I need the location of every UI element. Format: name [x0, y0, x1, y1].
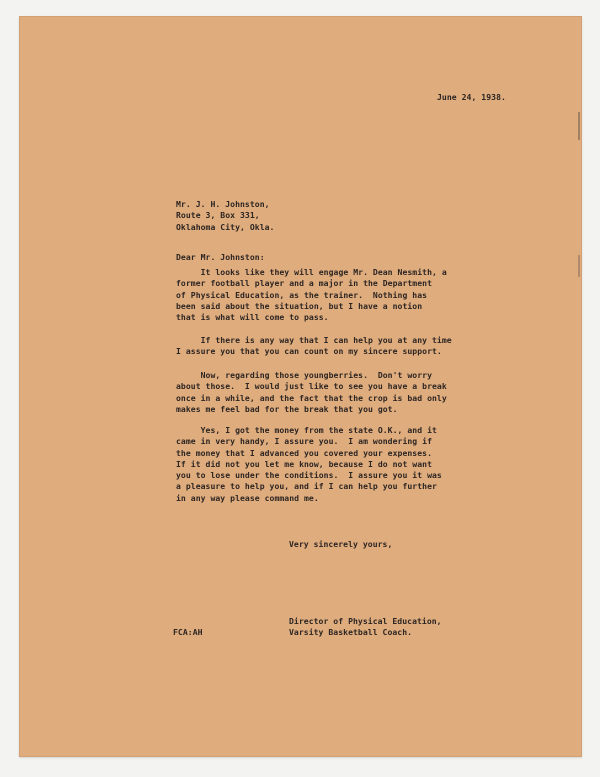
closing: Very sincerely yours,	[289, 539, 393, 549]
body-line: Now, regarding those youngberries. Don't worry	[176, 370, 432, 380]
body-line: It looks like they will engage Mr. Dean Nesmith, a	[176, 267, 447, 277]
body-line: once in a while, and the fact that the crop is bad only	[176, 392, 447, 403]
address-line: Mr. J. H. Johnston,	[176, 199, 270, 209]
body-line: of Physical Education, as the trainer. Nothing has	[176, 289, 428, 300]
body-line: a pleasure to help you, and if I can help you further	[176, 481, 437, 492]
body-line: that is what will come to pass.	[176, 312, 329, 323]
paragraph-youngberries	[176, 370, 447, 415]
letter-date: June 24, 1938.	[437, 92, 506, 102]
body-line: If there is any way that I can help you at any time	[176, 335, 452, 345]
address-line: Oklahoma City, Okla.	[176, 221, 275, 232]
body-line: former football player and a major in the Department	[176, 278, 432, 289]
body-line: been said about the situation, but I have a notion	[176, 300, 423, 311]
address-line: Route 3, Box 331,	[176, 210, 260, 221]
paragraph-trainer	[176, 267, 447, 323]
signature-block	[289, 616, 442, 639]
recipient-address	[176, 199, 274, 233]
typist-initials: FCA:AH	[173, 627, 203, 637]
salutation: Dear Mr. Johnston:	[176, 252, 265, 262]
signature-line: Varsity Basketball Coach.	[289, 627, 413, 638]
body-line: came in very handy, I assure you. I am wondering if	[176, 436, 432, 447]
signature-line: Director of Physical Education,	[289, 616, 442, 626]
paragraph-support	[176, 335, 452, 358]
body-line: Yes, I got the money from the state O.K., and it	[176, 425, 437, 435]
edge-mark	[578, 255, 580, 277]
body-line: you to lose under the conditions. I assure you it was	[176, 470, 442, 481]
body-line: I assure you that you can count on my sincere support.	[176, 346, 442, 357]
edge-mark	[578, 112, 580, 140]
paragraph-money	[176, 425, 442, 504]
body-line: makes me feel bad for the break that you got.	[176, 403, 398, 414]
body-line: If it did not you let me know, because I do not want	[176, 458, 432, 469]
body-line: in any way please command me.	[176, 492, 319, 503]
body-line: the money that I advanced you covered your expenses.	[176, 447, 432, 458]
body-line: about those. I would just like to see you have a break	[176, 381, 447, 392]
